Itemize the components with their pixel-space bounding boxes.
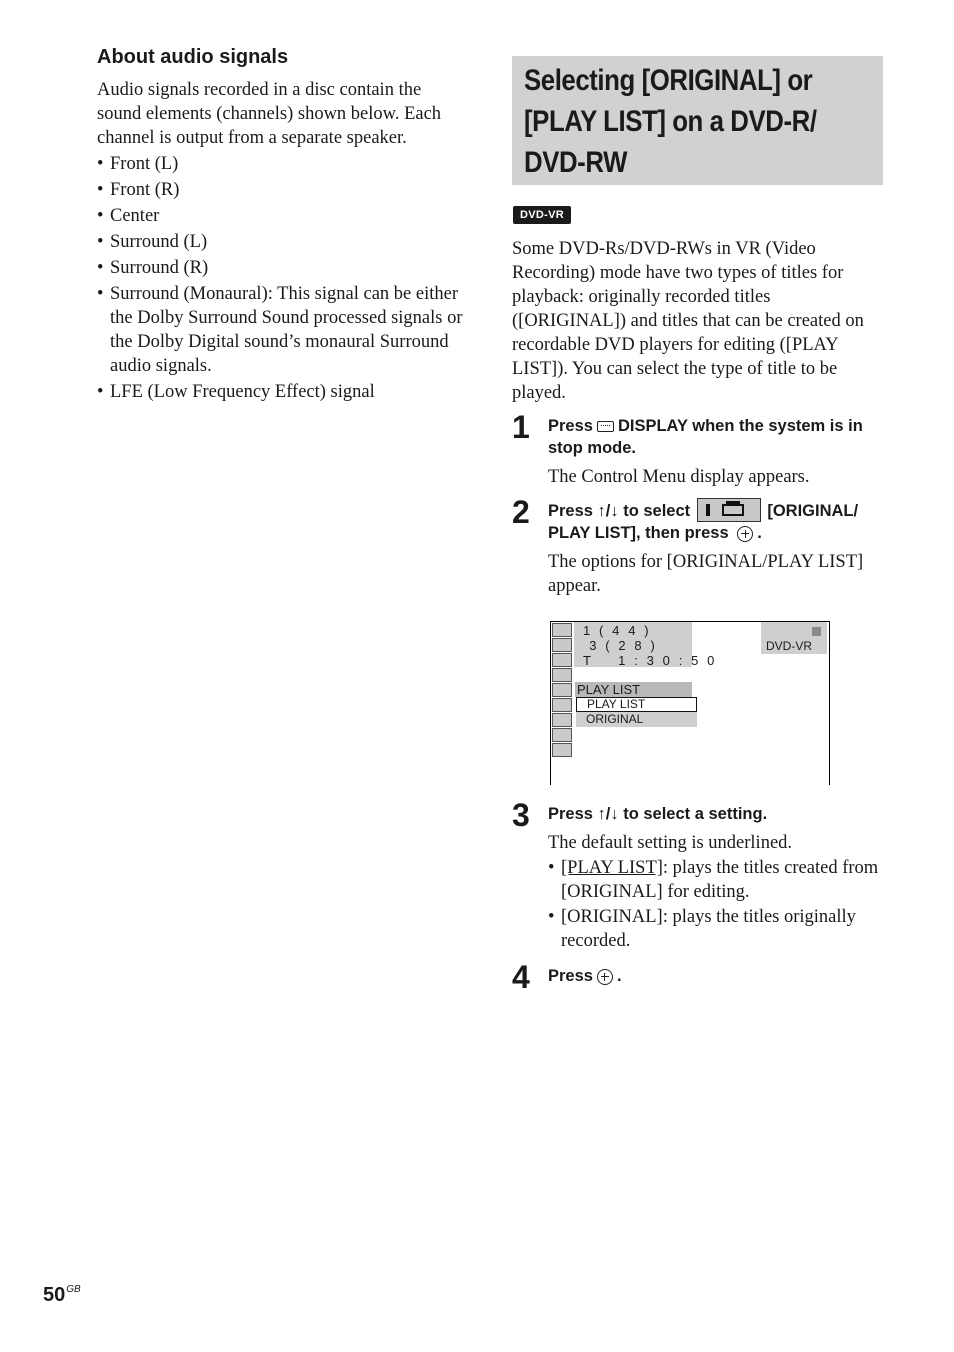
osd-menu-icon xyxy=(552,728,572,742)
list-item: • Surround (R) xyxy=(97,256,469,280)
osd-mode-label: DVD-VR xyxy=(766,639,813,653)
section-intro: Some DVD-Rs/DVD-RWs in VR (Video Recording) mode have two types of titles for playback: originally recorded titles ([ORIGINAL]) and titles that can be created on recordable DVD players for editing ([PLAY LIST]). You can select the type of title to be played. xyxy=(512,239,864,403)
step-text: DISPLAY when the system is in stop mode. xyxy=(548,417,863,457)
step-4 xyxy=(512,959,884,995)
step-instruction xyxy=(548,965,884,987)
step-number: 3 xyxy=(512,797,530,833)
osd-icon-column xyxy=(552,623,572,758)
step-2 xyxy=(512,494,884,598)
section-title-box xyxy=(512,56,883,185)
osd-menu-icon xyxy=(552,743,572,757)
list-item: • Center xyxy=(97,204,469,228)
osd-title-line: 1 ( 4 4 ) xyxy=(583,623,652,638)
list-item: • Front (R) xyxy=(97,178,469,202)
step-note: The options for [ORIGINAL/PLAY LIST] appear. xyxy=(548,552,864,596)
osd-mode-square-icon xyxy=(812,627,821,636)
step-number: 4 xyxy=(512,959,530,995)
step-text: . xyxy=(616,967,622,985)
list-item: • Front (L) xyxy=(97,152,469,176)
list-item xyxy=(548,905,884,953)
step-text: Press xyxy=(548,417,593,435)
osd-mode-box xyxy=(761,622,827,654)
osd-frame xyxy=(550,621,551,785)
step-number: 1 xyxy=(512,409,530,445)
step-instruction xyxy=(548,415,884,459)
osd-menu-icon xyxy=(552,713,572,727)
section-title: Selecting [ORIGINAL] or [PLAY LIST] on a DVD-R/ DVD-RW xyxy=(524,64,817,179)
osd-menu-icon xyxy=(552,653,572,667)
left-column xyxy=(97,44,469,404)
option-desc: : plays the titles created from [ORIGINAL] for editing. xyxy=(561,858,879,902)
list-item xyxy=(548,856,884,904)
audio-channel-list xyxy=(97,152,469,404)
osd-menu-icon xyxy=(552,623,572,637)
step-3 xyxy=(512,797,884,953)
osd-menu-icon xyxy=(552,683,572,697)
osd-option-selected: PLAY LIST xyxy=(576,697,697,712)
step-note: The Control Menu display appears. xyxy=(548,467,810,487)
list-item: • Surround (Monaural): This signal can be either the Dolby Surround Sound processed signals or the Dolby Digital sound’s monaural Surround audio signals. xyxy=(97,282,469,378)
about-audio-heading: About audio signals xyxy=(97,46,289,68)
page-number xyxy=(43,1284,81,1307)
step-number: 2 xyxy=(512,494,530,530)
option-term-default: [PLAY LIST] xyxy=(561,858,663,878)
setting-options-list xyxy=(548,856,884,953)
osd-menu-header: PLAY LIST xyxy=(575,682,692,697)
display-button-icon xyxy=(597,421,614,432)
step-note: The default setting is underlined. xyxy=(548,833,793,853)
dvd-vr-badge: DVD-VR xyxy=(513,206,571,224)
control-menu-display xyxy=(550,621,830,785)
osd-menu-icon xyxy=(552,698,572,712)
osd-chapter-line: 3 ( 2 8 ) xyxy=(583,638,658,653)
original-playlist-menu-icon xyxy=(697,498,761,522)
step-1 xyxy=(512,409,884,489)
page-number-value: 50 xyxy=(43,1284,66,1306)
step-text: . xyxy=(757,524,762,542)
enter-button-icon xyxy=(737,526,753,542)
page-number-suffix: GB xyxy=(66,1284,81,1295)
list-item: • LFE (Low Frequency Effect) signal xyxy=(97,380,469,404)
step-text: [ORIGINAL/ PLAY LIST], then press xyxy=(548,502,859,542)
osd-option: ORIGINAL xyxy=(576,712,697,727)
osd-menu-icon xyxy=(552,668,572,682)
osd-time-line: T 1 : 3 0 : 5 0 xyxy=(583,653,717,668)
step-instruction: Press ↑/↓ to select a setting. xyxy=(548,805,768,823)
step-text: Press ↑/↓ to select xyxy=(548,502,691,520)
osd-menu-icon xyxy=(552,638,572,652)
option-desc: : plays the titles originally recorded. xyxy=(561,907,856,951)
about-audio-intro: Audio signals recorded in a disc contain the sound elements (channels) shown below. Each channel is output from a separate speaker. xyxy=(97,80,442,148)
step-text: Press xyxy=(548,967,593,985)
osd-info-box xyxy=(574,622,717,668)
option-term: [ORIGINAL] xyxy=(561,907,663,927)
step-instruction xyxy=(548,500,884,544)
list-item: • Surround (L) xyxy=(97,230,469,254)
enter-button-icon xyxy=(597,969,613,985)
osd-frame xyxy=(829,621,830,785)
